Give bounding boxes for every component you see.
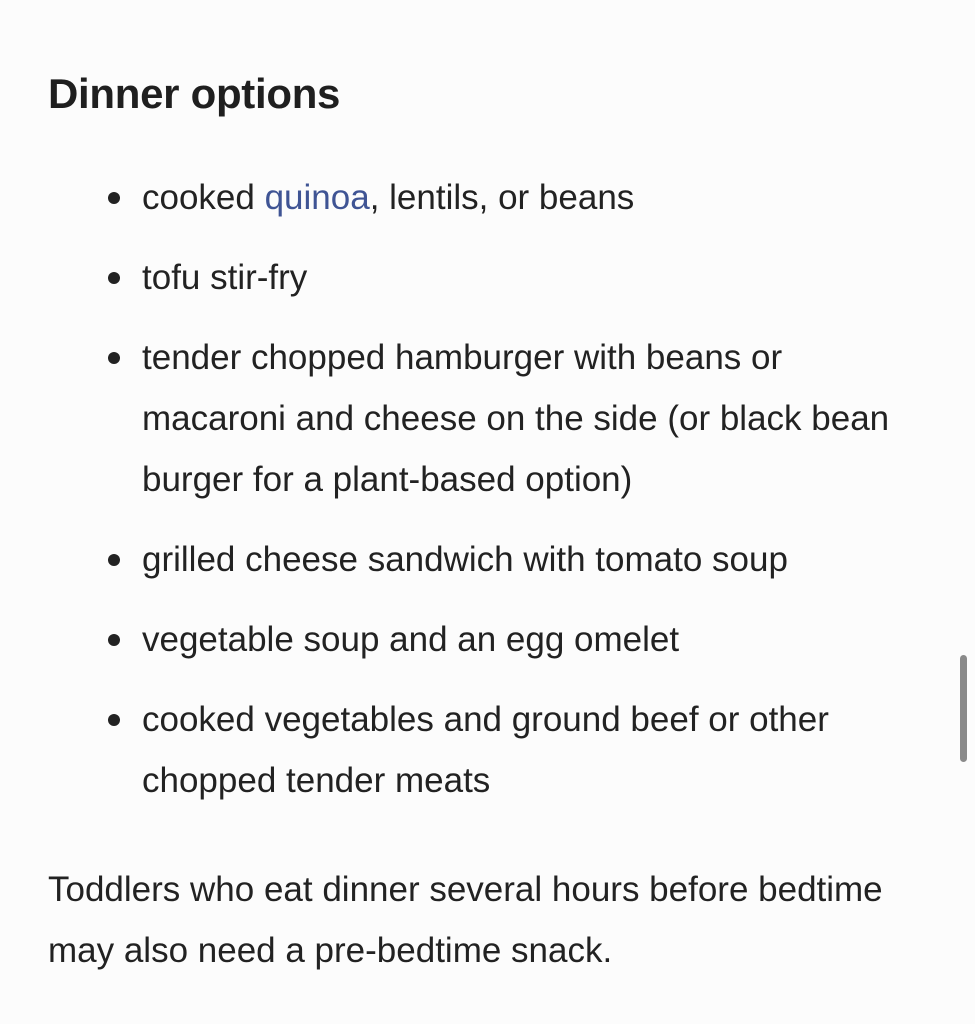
dinner-options-list [0, 167, 900, 830]
list-item [0, 247, 900, 308]
list-item [0, 609, 900, 670]
list-item-text-after: , lentils, or beans [369, 178, 635, 217]
list-item [0, 689, 900, 811]
list-item [0, 327, 900, 510]
list-item-text-before: cooked [142, 178, 265, 217]
body-paragraph: Toddlers who eat dinner several hours before bedtime may also need a pre-bedtime snack. [48, 870, 883, 970]
bullet-icon [108, 554, 120, 566]
bullet-icon [108, 272, 120, 284]
scrollbar-thumb[interactable] [960, 655, 967, 762]
list-item-text: tender chopped hamburger with beans or macaroni and cheese on the side (or black bean burger for a plant-based option) [142, 338, 890, 499]
quinoa-link[interactable]: quinoa [264, 178, 370, 217]
list-item [0, 529, 900, 590]
bullet-icon [108, 634, 120, 646]
bullet-icon [108, 192, 120, 204]
list-item-text: grilled cheese sandwich with tomato soup [142, 540, 788, 579]
list-item-text: cooked vegetables and ground beef or other chopped tender meats [142, 700, 829, 800]
section-heading: Dinner options [48, 70, 341, 117]
bullet-icon [108, 714, 120, 726]
list-item [0, 167, 900, 228]
list-item-text: vegetable soup and an egg omelet [142, 620, 680, 659]
bullet-icon [108, 352, 120, 364]
list-item-text: tofu stir-fry [142, 258, 308, 297]
